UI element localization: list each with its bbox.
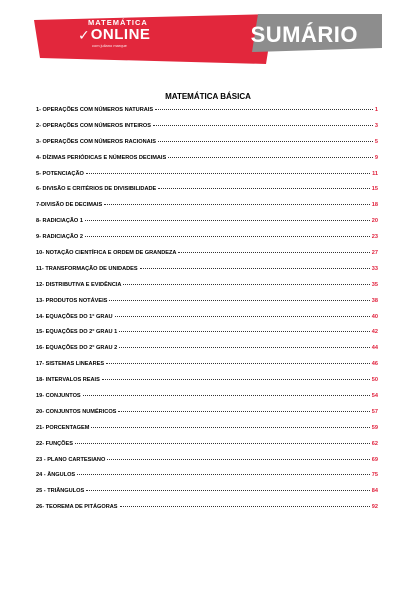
toc-entry-label: 14- EQUAÇÕES DO 1° GRAU [36, 313, 113, 320]
toc-entry[interactable] [36, 329, 378, 345]
toc-entry-label: 6- DIVISÃO E CRITÉRIOS DE DIVISIBILIDADE [36, 186, 157, 193]
toc-entry-page: 3 [374, 122, 378, 129]
toc-entry-page: 35 [371, 281, 378, 288]
toc-entry-page: 84 [371, 488, 378, 495]
toc-entry-page: 59 [371, 424, 378, 431]
header-banner [34, 14, 382, 64]
toc-entry-label: 17- SISTEMAS LINEARES [36, 361, 105, 368]
toc-entry-page: 46 [371, 361, 378, 368]
dot-leader [107, 459, 369, 460]
toc-entry-page: 38 [371, 297, 378, 304]
toc-entry-label: 5- POTENCIAÇÃO [36, 170, 84, 177]
toc-entry-label: 9- RADICIAÇÃO 2 [36, 234, 83, 241]
toc-entry-page: 9 [374, 154, 378, 161]
toc-entry-label: 1- OPERAÇÕES COM NÚMEROS NATURAIS [36, 107, 154, 113]
toc-entry-page: 18 [371, 202, 378, 209]
toc-entry-label: 13- PRODUTOS NOTÁVEIS [36, 297, 108, 304]
toc-entry-label: 10- NOTAÇÃO CIENTÍFICA E ORDEM DE GRANDEZA [36, 250, 177, 257]
toc-entry-label: 7-DIVISÃO DE DECIMAIS [36, 202, 103, 209]
toc-entry-label: 11- TRANSFORMAÇÃO DE UNIDADES [36, 265, 138, 272]
toc-entry-label: 24 - ÂNGULOS [36, 472, 76, 479]
dot-leader [106, 363, 370, 364]
dot-leader [118, 411, 369, 412]
toc-entry-page: 11 [372, 170, 378, 177]
dot-leader [120, 506, 370, 507]
dot-leader [153, 125, 373, 126]
toc-entry-page: 54 [371, 393, 378, 400]
toc-entry-page: 62 [371, 440, 378, 447]
logo-main-text: ONLINE [90, 26, 151, 43]
toc-entry-label: 2- OPERAÇÕES COM NÚMEROS INTEIROS [36, 122, 151, 129]
toc-entry[interactable] [36, 139, 378, 155]
dot-leader [140, 268, 370, 269]
toc-entry-page: 50 [371, 377, 378, 384]
toc-entry[interactable] [36, 171, 378, 187]
dot-leader [83, 395, 370, 396]
dot-leader [91, 427, 369, 428]
toc-entry-label: 21- PORCENTAGEM [36, 424, 90, 431]
toc-entry-page: 69 [371, 456, 378, 463]
brand-logo [78, 18, 150, 49]
toc-entry[interactable] [36, 345, 378, 361]
toc-entry[interactable] [36, 361, 378, 377]
checkmark-icon: ✓ [78, 27, 90, 43]
toc-entry-label: 26- TEOREMA DE PITÁGORAS [36, 504, 118, 511]
toc-entry-page: 75 [371, 472, 378, 479]
toc-entry[interactable] [36, 107, 378, 123]
dot-leader [85, 236, 370, 237]
dot-leader [86, 490, 370, 491]
toc-entry-page: 1 [374, 107, 378, 113]
table-of-contents [36, 107, 378, 520]
toc-entry[interactable] [36, 472, 378, 488]
dot-leader [123, 284, 369, 285]
toc-entry-label: 15- EQUAÇÕES DO 2° GRAU 1 [36, 329, 118, 336]
toc-entry-label: 4- DÍZIMAS PERIÓDICAS E NÚMEROS DECIMAIS [36, 154, 167, 161]
toc-entry-label: 23 - PLANO CARTESIANO [36, 456, 106, 463]
toc-entry-label: 8- RADICIAÇÃO 1 [36, 218, 83, 225]
toc-entry[interactable] [36, 234, 378, 250]
toc-entry-page: 40 [371, 313, 378, 320]
toc-entry[interactable] [36, 218, 378, 234]
toc-entry-label: 18- INTERVALOS REAIS [36, 377, 100, 384]
toc-entry[interactable] [36, 377, 378, 393]
page-title: MATEMÁTICA BÁSICA [165, 92, 251, 101]
dot-leader [75, 443, 370, 444]
dot-leader [155, 109, 373, 110]
toc-entry-page: 5 [374, 138, 378, 145]
toc-entry[interactable] [36, 123, 378, 139]
toc-entry-label: 19- CONJUNTOS [36, 393, 81, 400]
toc-entry[interactable] [36, 425, 378, 441]
toc-entry[interactable] [36, 457, 378, 473]
dot-leader [86, 173, 370, 174]
toc-entry[interactable] [36, 250, 378, 266]
toc-entry-page: 42 [371, 329, 378, 336]
toc-entry-page: 92 [371, 504, 378, 511]
toc-entry-page: 23 [371, 234, 378, 241]
toc-entry-page: 27 [371, 250, 378, 257]
toc-entry-label: 12- DISTRIBUTIVA E EVIDÊNCIA [36, 281, 122, 288]
toc-entry-page: 20 [371, 218, 378, 225]
dot-leader [119, 347, 370, 348]
dot-leader [119, 331, 370, 332]
toc-entry[interactable] [36, 298, 378, 314]
toc-entry[interactable] [36, 393, 378, 409]
dot-leader [102, 379, 370, 380]
toc-entry[interactable] [36, 266, 378, 282]
toc-entry-label: 3- OPERAÇÕES COM NÚMEROS RACIONAIS [36, 138, 156, 145]
banner-title: SUMÁRIO [250, 22, 358, 47]
dot-leader [104, 204, 370, 205]
toc-entry[interactable] [36, 504, 378, 520]
toc-entry[interactable] [36, 409, 378, 425]
dot-leader [158, 188, 369, 189]
toc-entry[interactable] [36, 202, 378, 218]
dot-leader [115, 316, 370, 317]
dot-leader [77, 474, 370, 475]
toc-entry-page: 57 [371, 408, 378, 415]
toc-entry[interactable] [36, 488, 378, 504]
toc-entry-label: 22- FUNÇÕES [36, 440, 73, 447]
toc-entry-label: 25 - TRIÂNGULOS [36, 488, 85, 495]
logo-top-text: MATEMÁTICA [88, 18, 148, 27]
toc-entry[interactable] [36, 186, 378, 202]
dot-leader [168, 157, 373, 158]
toc-entry[interactable] [36, 155, 378, 171]
dot-leader [85, 220, 370, 221]
toc-entry-page: 44 [371, 345, 378, 352]
toc-entry[interactable] [36, 441, 378, 457]
toc-entry-page: 15 [371, 186, 378, 193]
dot-leader [178, 252, 369, 253]
toc-entry-label: 16- EQUAÇÕES DO 2° GRAU 2 [36, 345, 118, 352]
toc-entry-page: 33 [371, 265, 378, 272]
toc-entry[interactable] [36, 282, 378, 298]
toc-entry[interactable] [36, 314, 378, 330]
dot-leader [158, 141, 373, 142]
toc-entry-label: 20- CONJUNTOS NUMÉRICOS [36, 408, 117, 415]
dot-leader [109, 300, 369, 301]
logo-sub-text: com juliano marque [92, 43, 127, 48]
